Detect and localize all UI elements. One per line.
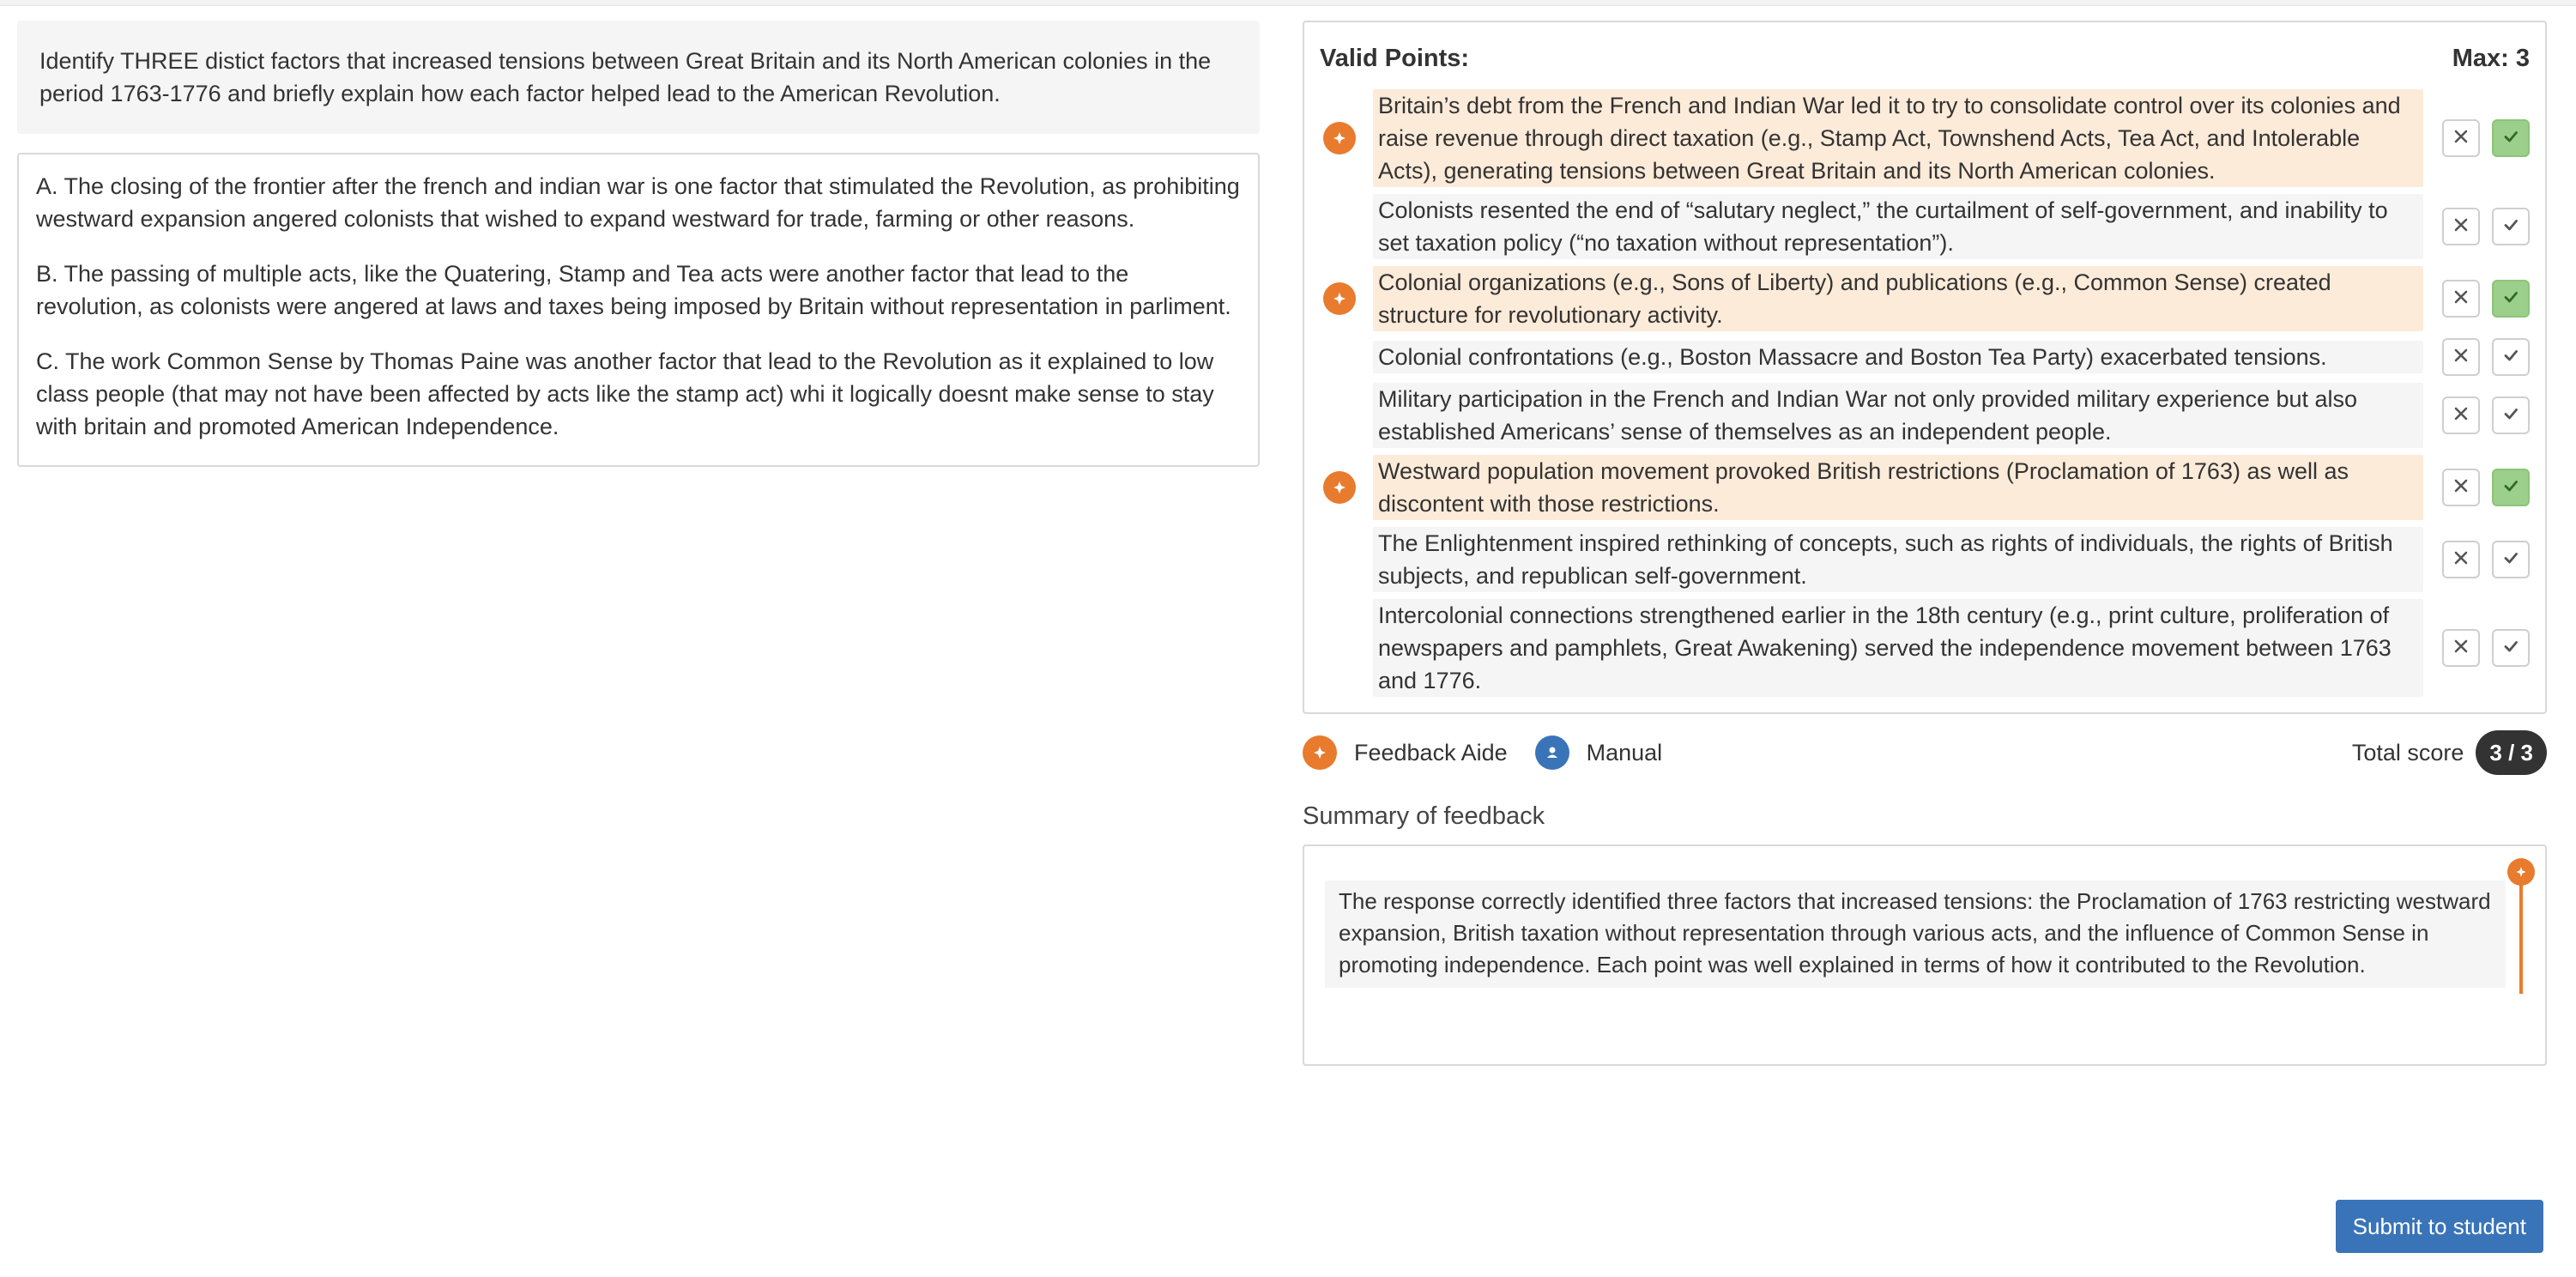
valid-point-text: Colonial organizations (e.g., Sons of Liberty) and publications (e.g., Common Sense) created structure for revolutionary activity. <box>1373 266 2423 331</box>
check-icon <box>2503 550 2519 570</box>
legend-manual <box>1535 735 1663 770</box>
answer-paragraph-a: A. The closing of the frontier after the french and indian war is one factor that stimulated the Revolution, as prohibiting westward expansion angered colonists that wished to expand westward for trade, farming or other reasons. <box>36 173 1240 232</box>
feedback-aide-icon <box>1323 122 1356 154</box>
manual-user-icon <box>1535 735 1569 770</box>
manual-label: Manual <box>1586 739 1663 766</box>
summary-feedback-text[interactable]: The response correctly identified three factors that increased tensions: the Proclamation of 1763 restricting westward expansion, British taxation without representation through various acts, and the influence of Common Sense in promoting independence. Each point was well explained in terms of how it contributed to the Revolution. <box>1325 881 2506 988</box>
point-actions <box>2423 208 2530 245</box>
check-icon <box>2503 217 2519 237</box>
valid-point-text: Westward population movement provoked British restrictions (Proclamation of 1763) as well as discontent with those restrictions. <box>1373 455 2423 520</box>
close-icon <box>2453 217 2469 237</box>
check-icon <box>2503 406 2519 426</box>
close-icon <box>2453 406 2469 426</box>
valid-point-text: Colonists resented the end of “salutary neglect,” the curtailment of self-government, and inability to set taxation policy (“no taxation without representation”). <box>1373 194 2423 259</box>
total-score-badge: 3 / 3 <box>2476 730 2547 775</box>
feedback-aide-icon <box>1323 471 1356 504</box>
feedback-aide-icon <box>1303 735 1337 770</box>
valid-point-text: Colonial confrontations (e.g., Boston Massacre and Boston Tea Party) exacerbated tensions. <box>1373 341 2423 373</box>
valid-points-list <box>1320 89 2530 697</box>
question-prompt: Identify THREE distict factors that increased tensions between Great Britain and its North American colonies in the period 1763-1776 and briefly explain how each factor helped lead to the American Revolution. <box>17 21 1260 134</box>
valid-point-text: The Enlightenment inspired rethinking of concepts, such as rights of individuals, the rights of British subjects, and republican self-government. <box>1373 527 2423 592</box>
accept-point-button[interactable] <box>2492 280 2530 318</box>
left-column <box>17 21 1260 467</box>
check-icon <box>2503 348 2519 367</box>
close-icon <box>2453 289 2469 309</box>
valid-point-row <box>1320 455 2530 520</box>
reject-point-button[interactable] <box>2442 119 2480 157</box>
valid-point-text: Intercolonial connections strengthened earlier in the 18th century (e.g., print culture, proliferation of newspapers and pamphlets, Great Awakening) served the independence movement between 1763 and 1776. <box>1373 599 2423 697</box>
valid-point-row <box>1320 266 2530 331</box>
accept-point-button[interactable] <box>2492 629 2530 667</box>
valid-point-row <box>1320 527 2530 592</box>
close-icon <box>2453 478 2469 498</box>
reject-point-button[interactable] <box>2442 469 2480 506</box>
point-marker <box>1320 122 1373 154</box>
valid-points-title: Valid Points: <box>1320 44 1470 72</box>
accept-point-button[interactable] <box>2492 396 2530 434</box>
feedback-aide-icon <box>1323 282 1356 315</box>
summary-label: Summary of feedback <box>1303 802 1545 830</box>
point-actions <box>2423 119 2530 157</box>
check-icon <box>2503 289 2519 309</box>
accept-point-button[interactable] <box>2492 469 2530 506</box>
valid-point-row <box>1320 383 2530 448</box>
point-actions <box>2423 469 2530 506</box>
point-marker <box>1320 471 1373 504</box>
valid-point-row <box>1320 599 2530 697</box>
accept-point-button[interactable] <box>2492 541 2530 578</box>
feedback-aide-label: Feedback Aide <box>1354 739 1508 766</box>
close-icon <box>2453 550 2469 570</box>
point-marker <box>1320 282 1373 315</box>
reject-point-button[interactable] <box>2442 541 2480 578</box>
reject-point-button[interactable] <box>2442 280 2480 318</box>
close-icon <box>2453 348 2469 367</box>
accept-point-button[interactable] <box>2492 119 2530 157</box>
summary-feedback-box[interactable] <box>1303 844 2547 1066</box>
reject-point-button[interactable] <box>2442 629 2480 667</box>
check-icon <box>2503 478 2519 498</box>
right-column <box>1303 21 2547 1066</box>
reject-point-button[interactable] <box>2442 208 2480 245</box>
valid-point-row <box>1320 338 2530 376</box>
valid-point-text: Military participation in the French and Indian War not only provided military experience but also established Americans’ sense of themselves as an independent people. <box>1373 383 2423 448</box>
point-actions <box>2423 629 2530 667</box>
close-icon <box>2453 638 2469 658</box>
accept-point-button[interactable] <box>2492 208 2530 245</box>
legend-row <box>1303 714 2547 791</box>
feedback-aide-icon <box>2507 858 2535 886</box>
point-actions <box>2423 338 2530 376</box>
check-icon <box>2503 638 2519 658</box>
submit-to-student-button[interactable]: Submit to student <box>2336 1200 2543 1253</box>
close-icon <box>2453 129 2469 148</box>
total-score-label: Total score <box>2351 739 2464 766</box>
valid-points-panel <box>1303 21 2547 714</box>
valid-point-row <box>1320 194 2530 259</box>
point-actions <box>2423 541 2530 578</box>
check-icon <box>2503 129 2519 148</box>
top-border <box>0 0 2576 6</box>
valid-points-header <box>1320 34 2530 82</box>
point-actions <box>2423 280 2530 318</box>
answer-paragraph-b: B. The passing of multiple acts, like the Quatering, Stamp and Tea acts were another factor that lead to the revolution, as colonists were angered at laws and taxes being imposed by Britain without representation in parliment. <box>36 261 1231 319</box>
reject-point-button[interactable] <box>2442 338 2480 376</box>
valid-point-text: Britain’s debt from the French and Indian War led it to try to consolidate control over its colonies and raise revenue through direct taxation (e.g., Stamp Act, Townshend Acts, Tea Act, and Intolerable Acts), generating tensions between Great Britain and its North American colonies. <box>1373 89 2423 187</box>
max-points-label: Max: 3 <box>2452 44 2530 72</box>
point-actions <box>2423 396 2530 434</box>
legend-feedback-aide <box>1303 735 1508 770</box>
reject-point-button[interactable] <box>2442 396 2480 434</box>
student-answer <box>17 153 1260 467</box>
accept-point-button[interactable] <box>2492 338 2530 376</box>
valid-point-row <box>1320 89 2530 187</box>
answer-paragraph-c: C. The work Common Sense by Thomas Paine was another factor that lead to the Revolution as it explained to low class people (that may not have been affected by acts like the stamp act) whi it logically doesnt make sense to stay with britain and promoted American Independence. <box>36 348 1214 439</box>
